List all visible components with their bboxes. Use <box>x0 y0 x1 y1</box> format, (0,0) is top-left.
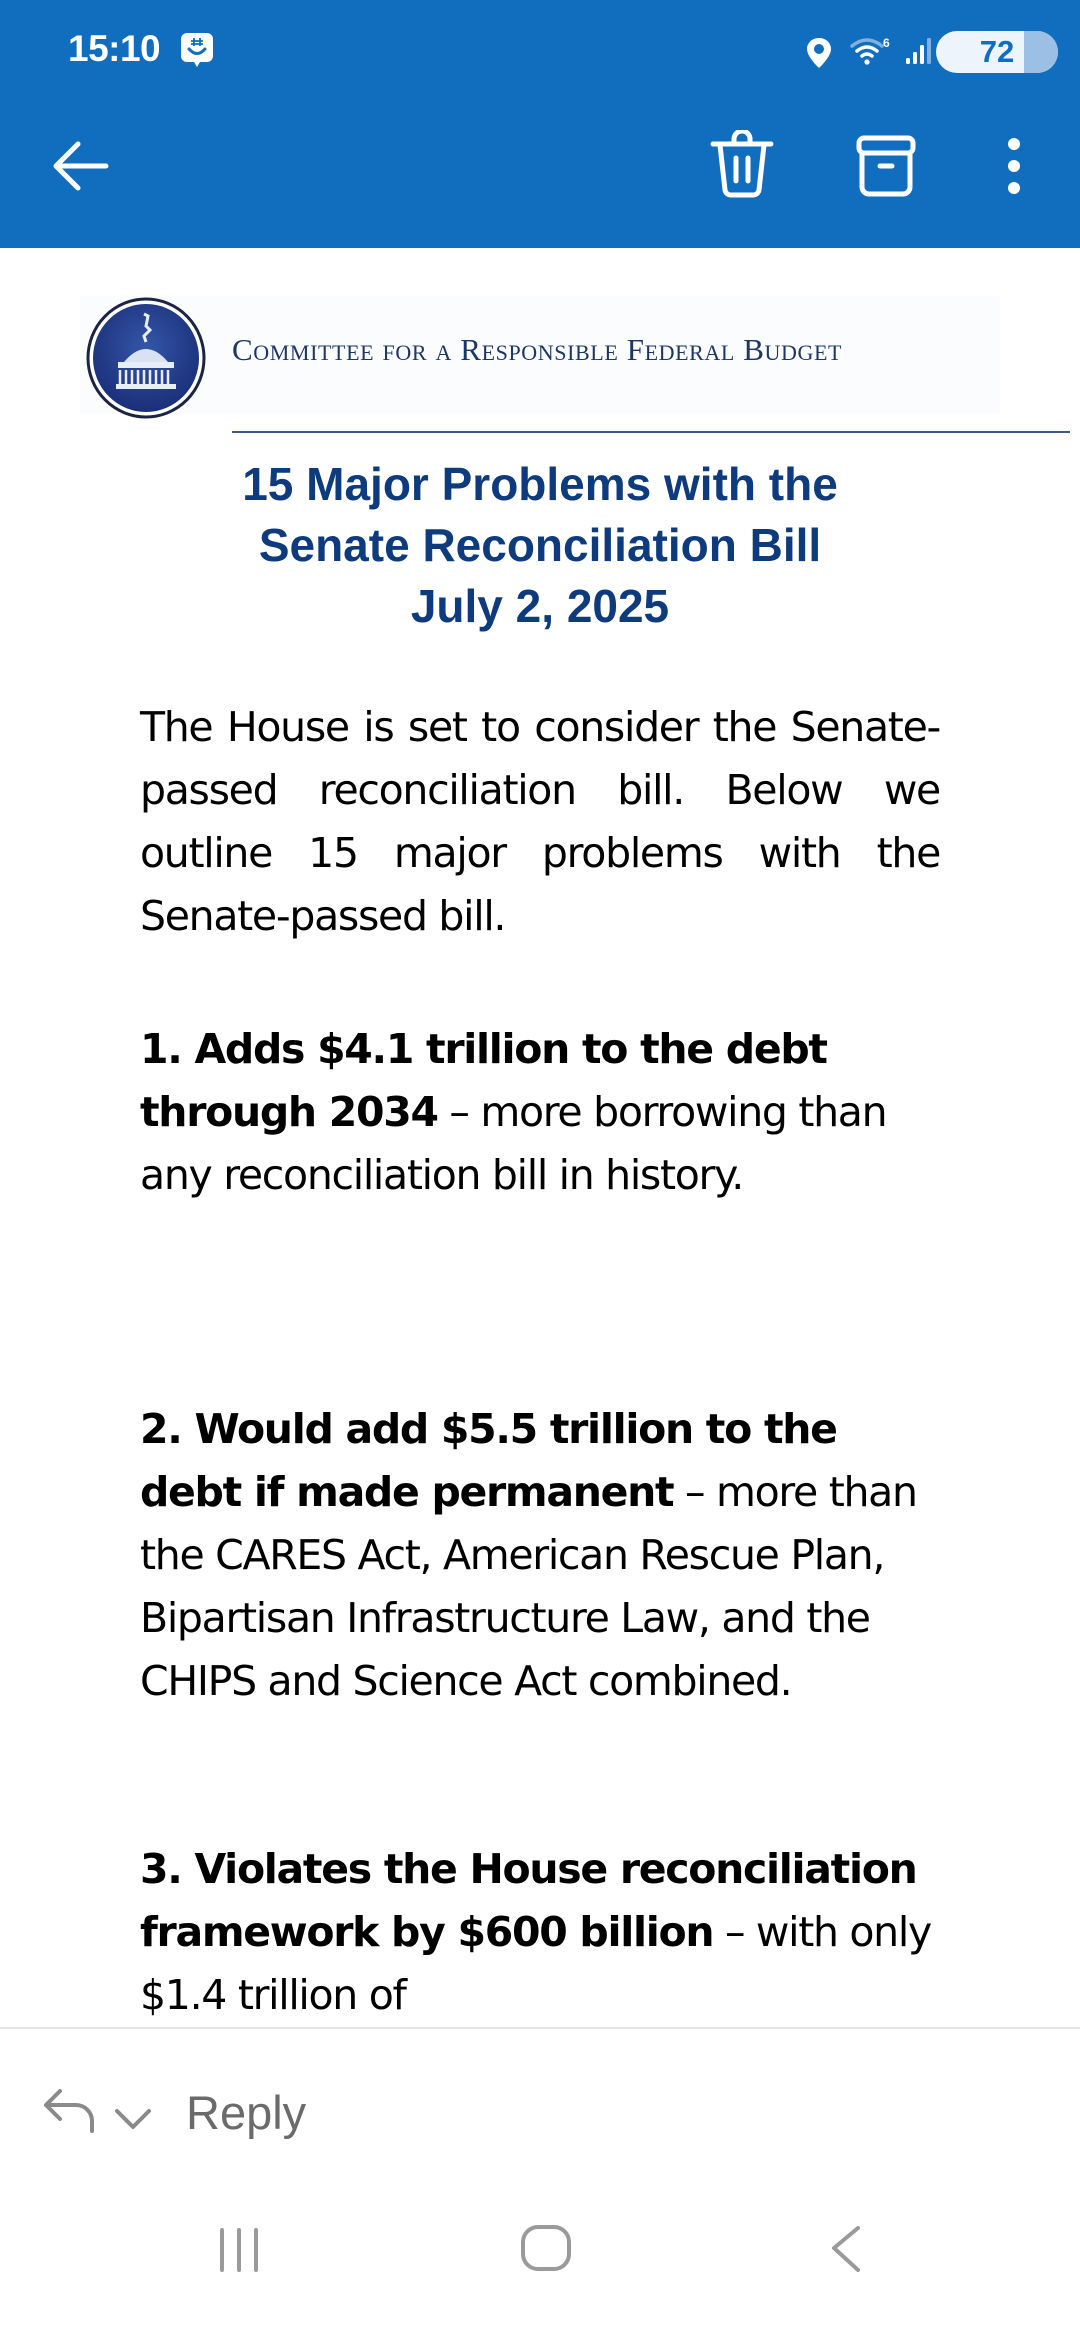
delete-button[interactable] <box>710 130 774 200</box>
svg-text:6: 6 <box>883 36 890 50</box>
home-icon[interactable] <box>520 2224 572 2272</box>
heading-date: July 2, 2025 <box>410 580 670 632</box>
battery-indicator <box>936 31 1058 73</box>
problem-headline: 2. Would add $5.5 trillion to the debt if made permanent <box>140 1405 837 1516</box>
problem-headline: 1. Adds $4.1 trillion to the debt through 2034 <box>140 1025 827 1136</box>
heading-line: 15 Major Problems with the <box>242 458 838 510</box>
chevron-down-icon[interactable] <box>114 2107 152 2131</box>
reply-arrow-icon[interactable] <box>42 2089 98 2135</box>
problem-item <box>140 1838 940 2027</box>
signal-icon <box>906 36 936 66</box>
app-header <box>0 0 1080 248</box>
email-heading <box>90 454 990 637</box>
intro-paragraph: The House is set to consider the Senate-passed reconciliation bill. Below we outline 15 major problems with the Senate-passed bill. <box>140 703 940 940</box>
battery-percentage: 72 <box>979 34 1015 69</box>
problem-detail: – more than the CARES Act, American Rescue Plan, Bipartisan Infrastructure Law, and the CHIPS and Science Act combined. <box>140 1468 917 1705</box>
more-options-button[interactable] <box>1000 136 1028 196</box>
recent-apps-icon[interactable] <box>214 2226 264 2274</box>
problem-detail: – with only $1.4 trillion of <box>140 1908 931 2019</box>
crfb-logo <box>80 296 1000 414</box>
problem-headline: 3. Violates the House reconciliation framework by $600 billion <box>140 1845 917 1956</box>
problem-detail: – more borrowing than any reconciliation bill in history. <box>140 1088 887 1199</box>
wifi-6-icon <box>850 36 894 66</box>
system-navigation-bar <box>0 2200 1080 2340</box>
system-back-icon[interactable] <box>828 2224 864 2276</box>
email-body[interactable] <box>0 248 1080 2028</box>
back-button[interactable] <box>52 138 112 194</box>
location-icon <box>806 37 832 69</box>
organization-name: Committee for a Responsible Federal Budget <box>232 332 843 367</box>
reply-button[interactable]: Reply <box>186 2086 307 2139</box>
status-time: 15:10 <box>68 28 161 69</box>
capitol-emblem-icon <box>84 296 208 420</box>
reply-bar[interactable] <box>0 2029 1080 2199</box>
groupme-icon <box>181 33 213 67</box>
problem-item <box>140 1398 940 1713</box>
problem-item <box>140 1018 940 1207</box>
logo-divider <box>232 431 1070 433</box>
heading-line: Senate Reconciliation Bill <box>258 519 822 571</box>
archive-button[interactable] <box>856 135 916 197</box>
